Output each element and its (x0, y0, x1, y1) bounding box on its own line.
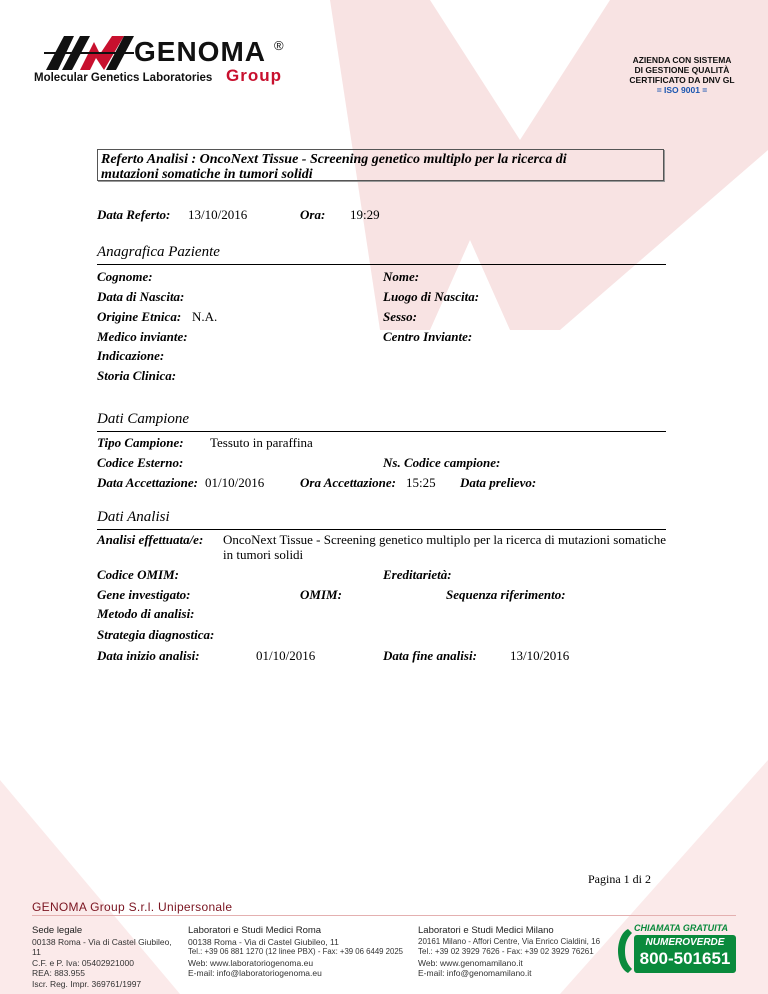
cert-line-1: AZIENDA CON SISTEMA (632, 55, 732, 65)
section-analisi-title: Dati Analisi (97, 509, 170, 525)
omim-label: OMIM: (300, 587, 342, 602)
ns-codice-campione-label: Ns. Codice campione: (383, 455, 501, 470)
indicazione-label: Indicazione: (97, 348, 165, 363)
centro-inviante-label: Centro Inviante: (383, 329, 473, 344)
ora-accettazione-value: 15:25 (406, 475, 436, 490)
footer-col3-title: Laboratori e Studi Medici Milano (418, 925, 554, 936)
ereditarieta-label: Ereditarietà: (383, 567, 452, 582)
footer-lab-roma (188, 925, 413, 979)
footer-col1-line: C.F. e P. Iva: 05402921000 (32, 957, 134, 968)
footer-col1-line: Iscr. Reg. Impr. 369761/1997 (32, 978, 142, 989)
footer-col1-line: 00138 Roma - Via di Castel Giubileo, 11 (32, 936, 172, 957)
footer-sede-legale (32, 925, 182, 989)
toll-free-number: 800-501651 (639, 949, 731, 968)
data-inizio-analisi-value: 01/10/2016 (256, 648, 316, 663)
footer-col3-line: Tel.: +39 02 3929 7626 - Fax: +39 02 3929 76261 (418, 947, 594, 956)
analisi-effettuata-line-2: in tumori solidi (223, 547, 304, 562)
analisi-effettuata-label: Analisi effettuata/e: (97, 532, 204, 547)
strategia-diagnostica-label: Strategia diagnostica: (97, 627, 215, 642)
page-number: Pagina 1 di 2 (588, 872, 651, 886)
report-title-line-1: Referto Analisi : OncoNext Tissue - Screening genetico multiplo per la ricerca di (101, 152, 567, 167)
ora-accettazione-label: Ora Accettazione: (300, 475, 396, 490)
footer-col2-line: Tel.: +39 06 881 1270 (12 linee PBX) - Fax: +39 06 6449 2025 (188, 947, 404, 956)
logo-tagline: Molecular Genetics Laboratories (34, 72, 213, 84)
origine-etnica-label: Origine Etnica: (97, 309, 182, 324)
luogo-nascita-label: Luogo di Nascita: (383, 289, 480, 304)
data-accettazione-label: Data Accettazione: (97, 475, 198, 490)
data-referto-label: Data Referto: (97, 207, 171, 222)
ora-value: 19:29 (350, 207, 380, 222)
cognome-label: Cognome: (97, 269, 153, 284)
nome-label: Nome: (383, 269, 420, 284)
data-accettazione-value: 01/10/2016 (205, 475, 265, 490)
toll-free-label: CHIAMATA GRATUITA (634, 923, 728, 933)
ora-label: Ora: (300, 207, 326, 222)
metodo-analisi-label: Metodo di analisi: (97, 606, 195, 621)
cert-line-3: CERTIFICATO DA DNV GL (629, 75, 735, 85)
medico-inviante-label: Medico inviante: (97, 329, 188, 344)
logo-word: GENOMA (134, 36, 266, 67)
data-nascita-label: Data di Nascita: (97, 289, 185, 304)
logo-registered: ® (274, 38, 284, 53)
footer-divider (32, 915, 736, 916)
tipo-campione-label: Tipo Campione: (97, 435, 184, 450)
toll-free-box (634, 935, 736, 973)
genoma-logo-icon (44, 32, 134, 72)
section-campione-title: Dati Campione (97, 411, 190, 427)
footer-col2-title: Laboratori e Studi Medici Roma (188, 925, 322, 936)
data-prelievo-label: Data prelievo: (460, 475, 537, 490)
footer-col2-line: E-mail: info@laboratoriogenoma.eu (188, 968, 322, 978)
gene-investigato-label: Gene investigato: (97, 587, 191, 602)
logo-group: Group (226, 66, 282, 85)
cert-line-2: DI GESTIONE QUALITÀ (634, 65, 730, 75)
codice-esterno-label: Codice Esterno: (97, 455, 184, 470)
section-anagrafica-title: Anagrafica Paziente (97, 244, 220, 260)
section-divider (97, 264, 666, 265)
footer-col1-title: Sede legale (32, 925, 83, 936)
analisi-effettuata-value (223, 532, 666, 562)
sequenza-riferimento-label: Sequenza riferimento: (446, 587, 566, 602)
codice-omim-label: Codice OMIM: (97, 567, 179, 582)
footer-col2-line: 00138 Roma - Via di Castel Giubileo, 11 (188, 936, 339, 947)
section-divider (97, 529, 666, 530)
footer-col1-line: REA: 883.955 (32, 968, 85, 978)
company-logo (30, 30, 300, 90)
quality-certification (612, 55, 752, 95)
analisi-effettuata-line-1: OncoNext Tissue - Screening genetico multiplo per la ricerca di mutazioni somatiche (223, 532, 666, 547)
data-inizio-analisi-label: Data inizio analisi: (97, 648, 200, 663)
toll-free-numeroverde: NUMEROVERDE (645, 937, 725, 948)
footer-col2-line: Web: www.laboratoriogenoma.eu (188, 957, 314, 968)
tipo-campione-value: Tessuto in paraffina (210, 435, 313, 450)
data-fine-analisi-label: Data fine analisi: (383, 648, 477, 663)
footer-col3-line: 20161 Milano - Affori Centre, Via Enrico Cialdini, 16 (418, 936, 601, 946)
data-referto-value: 13/10/2016 (188, 207, 248, 222)
report-title-box (97, 149, 664, 181)
origine-etnica-value: N.A. (192, 309, 218, 324)
data-fine-analisi-value: 13/10/2016 (510, 648, 570, 663)
report-title-line-2: mutazioni somatiche in tumori solidi (101, 167, 313, 182)
toll-free-badge[interactable] (618, 923, 736, 973)
phone-handset-icon (618, 929, 632, 973)
storia-clinica-label: Storia Clinica: (97, 368, 177, 383)
footer-col3-line: E-mail: info@genomamilano.it (418, 968, 532, 978)
footer-lab-milano (418, 925, 608, 979)
sesso-label: Sesso: (383, 309, 417, 324)
section-divider (97, 431, 666, 432)
footer-col3-line: Web: www.genomamilano.it (418, 957, 523, 968)
footer-company-name: GENOMA Group S.r.l. Unipersonale (32, 900, 233, 914)
cert-iso: = ISO 9001 = (656, 85, 708, 95)
